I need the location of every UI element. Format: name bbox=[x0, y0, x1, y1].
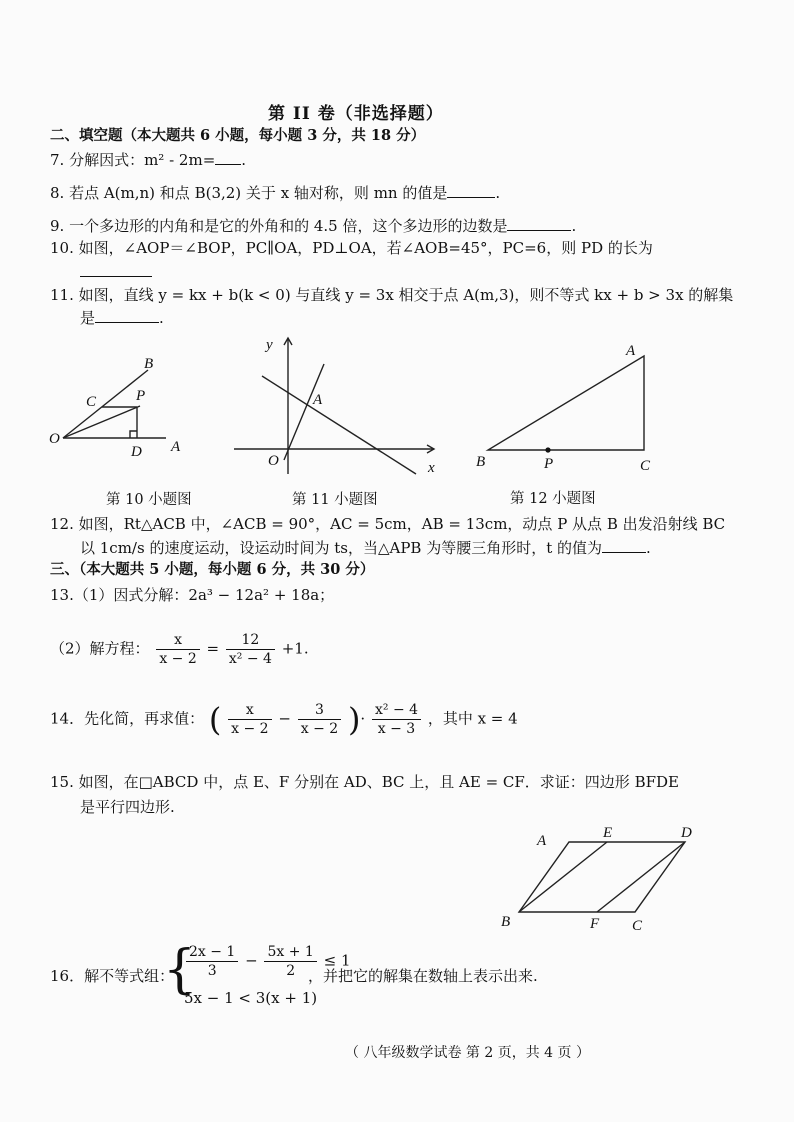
question-14-label: 14．先化简，再求值： bbox=[50, 709, 205, 728]
answer-blank[interactable] bbox=[602, 538, 646, 553]
system-brace: { bbox=[163, 940, 197, 1000]
denominator: x − 2 bbox=[159, 651, 197, 667]
question-15-line1: 15. 如图，在□ABCD 中，点 E、F 分别在 AD、BC 上，且 AE = CF．求证：四边形 BFDE bbox=[50, 773, 679, 791]
label-p: P bbox=[544, 456, 554, 472]
question-11-line2-text: 是 bbox=[80, 309, 96, 327]
segment-be bbox=[519, 842, 607, 912]
question-7 bbox=[50, 150, 246, 170]
label-d: D bbox=[681, 825, 692, 841]
triangle-acb bbox=[488, 356, 644, 450]
question-12-line2 bbox=[80, 538, 651, 558]
label-f: F bbox=[590, 916, 600, 932]
label-c: C bbox=[640, 458, 651, 474]
numerator: 12 bbox=[226, 632, 275, 650]
label-y: y bbox=[266, 337, 273, 353]
label-p: P bbox=[136, 388, 146, 404]
question-10 bbox=[50, 238, 653, 258]
question-8-end: . bbox=[495, 184, 501, 202]
question-11-end: . bbox=[159, 309, 164, 327]
question-9-end: . bbox=[571, 217, 577, 235]
label-c: C bbox=[86, 394, 97, 410]
minus-sign: − bbox=[245, 951, 258, 970]
section-heading-calc: 三、（本大题共 5 小题，每小题 6 分，共 30 分） bbox=[50, 561, 375, 578]
numerator: x bbox=[228, 702, 271, 720]
label-o: O bbox=[49, 431, 60, 447]
question-10-answer-line bbox=[80, 262, 152, 282]
left-paren: ( bbox=[208, 700, 222, 739]
question-11-line2 bbox=[80, 308, 164, 328]
fraction bbox=[156, 632, 199, 667]
label-d: D bbox=[131, 444, 142, 460]
question-14 bbox=[50, 702, 518, 737]
question-16-label: 16．解不等式组： bbox=[50, 967, 175, 985]
label-a: A bbox=[313, 392, 323, 408]
tail: ≤ 1 bbox=[323, 951, 351, 970]
minus-sign: − bbox=[278, 709, 291, 728]
question-10-text: 10. 如图，∠AOP＝∠BOP，PC∥OA，PD⊥OA，若∠AOB=45°，PC=6，则 PD 的长为 bbox=[50, 239, 653, 257]
label-o: O bbox=[268, 453, 279, 469]
tail: ，其中 x = 4 bbox=[427, 709, 518, 728]
right-angle-mark bbox=[130, 431, 137, 438]
answer-blank[interactable] bbox=[95, 308, 159, 323]
fraction bbox=[372, 702, 421, 737]
answer-blank[interactable] bbox=[447, 183, 495, 198]
denominator: x − 2 bbox=[300, 721, 339, 737]
fraction bbox=[298, 702, 341, 737]
question-9 bbox=[50, 216, 576, 236]
question-8 bbox=[50, 183, 500, 203]
denominator: 2 bbox=[286, 963, 296, 979]
numerator: x² − 4 bbox=[372, 702, 421, 720]
parallelogram-abcd bbox=[519, 842, 685, 912]
line-kx-b bbox=[262, 376, 416, 474]
numerator: 5x + 1 bbox=[264, 944, 316, 962]
label-b: B bbox=[476, 454, 486, 470]
point-p bbox=[545, 447, 550, 452]
figure-10 bbox=[40, 350, 200, 465]
section-heading-fill-blank: 二、填空题（本大题共 6 小题，每小题 3 分，共 18 分） bbox=[50, 127, 426, 144]
question-12-line1: 12. 如图，Rt△ACB 中，∠ACB = 90°，AC = 5cm，AB = 13cm，动点 P 从点 B 出发沿射线 BC bbox=[50, 515, 726, 533]
question-12-end: . bbox=[646, 539, 651, 557]
numerator: 3 bbox=[298, 702, 341, 720]
dot: · bbox=[360, 709, 366, 728]
label-a: A bbox=[626, 343, 636, 359]
label-e: E bbox=[603, 825, 613, 841]
label-b: B bbox=[501, 914, 511, 930]
denominator: x − 2 bbox=[231, 721, 269, 737]
question-13-2-label: （2）解方程： bbox=[50, 639, 150, 658]
ray-ob bbox=[63, 370, 148, 438]
fraction bbox=[226, 632, 275, 667]
denominator: x − 3 bbox=[377, 721, 416, 737]
denominator: 3 bbox=[207, 963, 217, 979]
question-8-text: 8. 若点 A(m,n) 和点 B(3,2) 关于 x 轴对称，则 mn 的值是 bbox=[50, 184, 448, 202]
tail: +1. bbox=[281, 639, 309, 658]
fraction bbox=[186, 944, 238, 979]
page-footer: （ 八年级数学试卷 第 2 页，共 4 页 ） bbox=[345, 1045, 590, 1061]
question-11-line1: 11. 如图，直线 y = kx + b(k < 0) 与直线 y = 3x 相交于点 A(m,3)，则不等式 kx + b > 3x 的解集 bbox=[50, 286, 734, 304]
question-15-line2: 是平行四边形. bbox=[80, 798, 175, 816]
segment-fd bbox=[597, 842, 685, 912]
ray-op bbox=[63, 406, 140, 438]
question-13-1: 13.（1）因式分解：2a³ − 12a² + 18a； bbox=[50, 586, 335, 604]
page-title: 第 II 卷（非选择题） bbox=[268, 104, 444, 124]
question-7-end: . bbox=[241, 151, 247, 169]
fraction bbox=[228, 702, 271, 737]
question-16-tail: ，并把它的解集在数轴上表示出来. bbox=[308, 967, 538, 985]
figure-11 bbox=[228, 332, 448, 480]
denominator: x² − 4 bbox=[228, 651, 272, 667]
question-12-line2-text: 以 1cm/s 的速度运动，设运动时间为 ts，当△APB 为等腰三角形时，t 的值为 bbox=[80, 539, 602, 557]
question-7-text: 7. 分解因式：m² - 2m= bbox=[50, 151, 216, 169]
caption-figure-10: 第 10 小题图 bbox=[106, 492, 192, 508]
answer-blank[interactable] bbox=[80, 262, 152, 277]
caption-figure-11: 第 11 小题图 bbox=[292, 492, 378, 508]
figure-15 bbox=[495, 820, 705, 935]
label-a: A bbox=[171, 439, 181, 455]
numerator: x bbox=[156, 632, 199, 650]
numerator: 2x − 1 bbox=[186, 944, 238, 962]
inequality-2: 5x − 1 < 3(x + 1) bbox=[184, 989, 318, 1007]
label-c: C bbox=[632, 918, 643, 934]
question-13-2 bbox=[50, 632, 309, 667]
answer-blank[interactable] bbox=[507, 216, 571, 231]
label-a: A bbox=[537, 833, 547, 849]
figure-12 bbox=[468, 338, 668, 478]
right-paren: ) bbox=[347, 700, 361, 739]
equals-sign: = bbox=[206, 639, 220, 658]
answer-blank[interactable] bbox=[215, 150, 241, 165]
label-x: x bbox=[428, 460, 435, 476]
label-b: B bbox=[144, 356, 154, 372]
caption-figure-12: 第 12 小题图 bbox=[510, 491, 596, 507]
question-9-text: 9. 一个多边形的内角和是它的外角和的 4.5 倍，这个多边形的边数是 bbox=[50, 217, 508, 235]
